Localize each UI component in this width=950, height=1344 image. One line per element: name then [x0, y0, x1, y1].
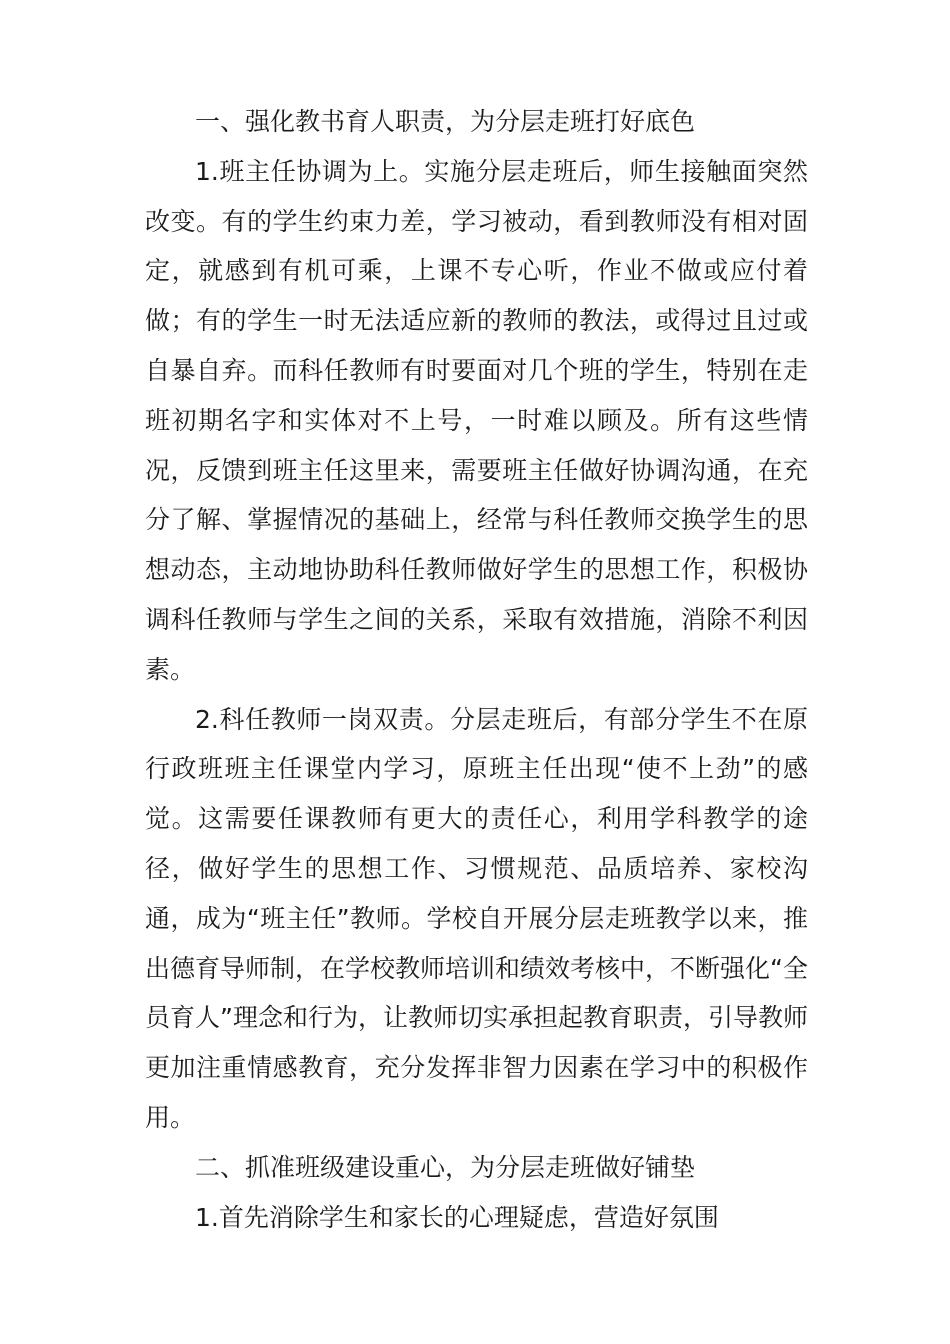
paragraph-subject-teacher-duties: 2.科任教师一岗双责。分层走班后，有部分学生不在原行政班班主任课堂内学习，原班主任出现“使不上劲”的感觉。这需要任课教师有更大的责任心，利用学科教学的途径，做好学生的思想工作、习惯规范、品质培养、家校沟通，成为“班主任”教师。学校自开展分层走班教学以来，推出德育导师制，在学校教师培训和绩效考核中，不断强化“全员育人”理念和行为，让教师切实承担起教育职责，引导教师更加注重情感教育，充分发挥非智力因素在学习中的积极作用。 [145, 704, 808, 1132]
section-heading-1: 一、强化教书育人职责，为分层走班打好底色 [195, 107, 696, 136]
paragraph-class-teacher-coordination: 1.班主任协调为上。实施分层走班后，师生接触面突然改变。有的学生约束力差，学习被动，看到教师没有相对固定，就感到有机可乘，上课不专心听，作业不做或应付着做；有的学生一时无法适应新的教师的教法，或得过且过或自暴自弃。而科任教师有时要面对几个班的学生，特别在走班初期名字和实体对不上号，一时难以顾及。所有这些情况，反馈到班主任这里来，需要班主任做好协调沟通，在充分了解、掌握情况的基础上，经常与科任教师交换学生的思想动态，主动地协助科任教师做好学生的思想工作，积极协调科任教师与学生之间的关系，采取有效措施，消除不利因素。 [145, 156, 808, 684]
section-heading-2: 二、抓准班级建设重心，为分层走班做好铺垫 [195, 1152, 696, 1182]
subheading-eliminate-doubts: 1.首先消除学生和家长的心理疑虑，营造好氛围 [195, 1202, 719, 1232]
document-body [145, 97, 808, 1242]
